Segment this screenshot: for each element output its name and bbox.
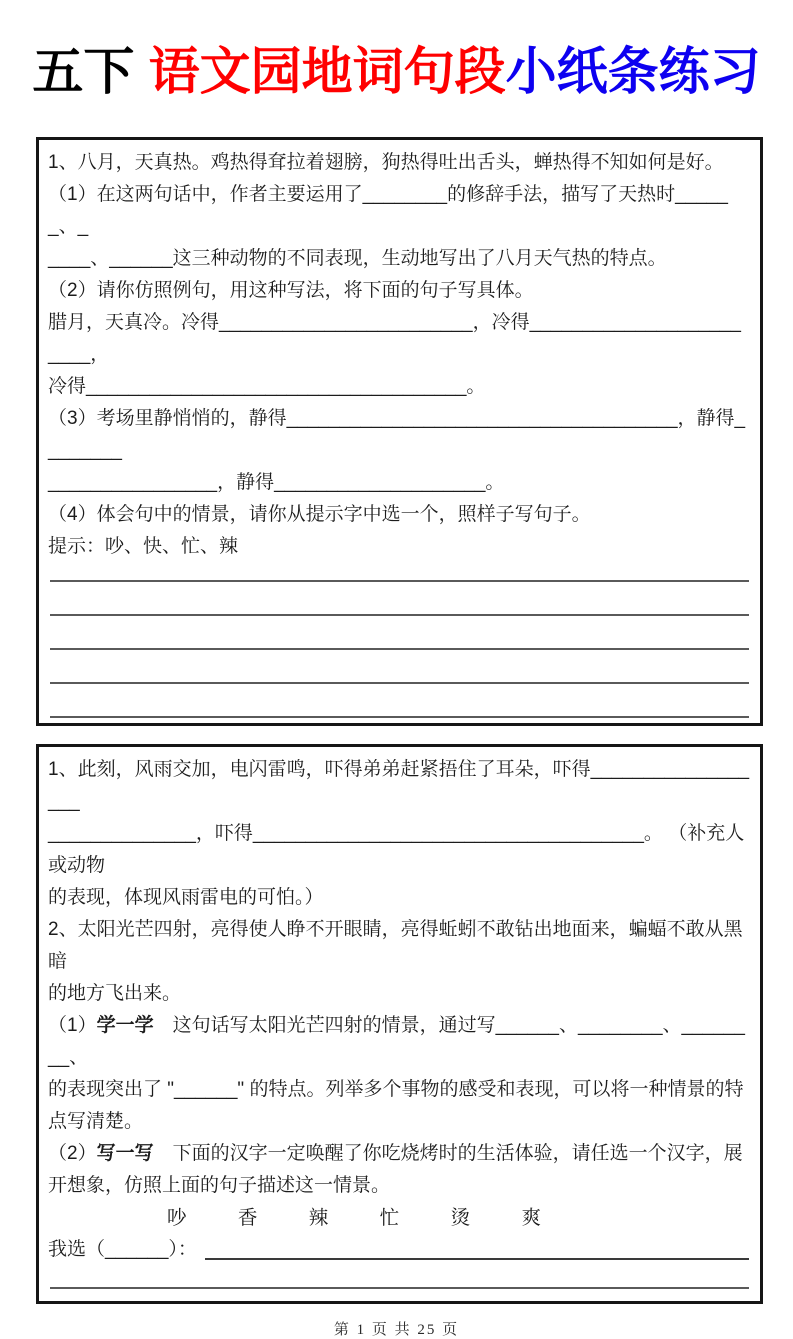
- box2-lines: [48, 754, 751, 1202]
- page-number: 第 1 页 共 25 页: [333, 1322, 460, 1338]
- hint-character: 香: [237, 1207, 258, 1229]
- box1-lines: [48, 147, 751, 563]
- text-line: （2）请你仿照例句，用这种写法，将下面的句子写具体。: [48, 280, 534, 301]
- choose-answer-line: [48, 1234, 751, 1266]
- title-grade-part: 五下: [32, 43, 149, 100]
- text-line: ____、______这三种动物的不同表现，生动地写出了八月天气热的特点。: [48, 248, 667, 269]
- text-line: [48, 1010, 751, 1074]
- text-segment: 这句话写太阳光芒四射的情景，通过写______、________、________、: [48, 1015, 745, 1068]
- text-segment: （2）: [48, 1143, 97, 1164]
- answer-ruled-line: [50, 684, 749, 718]
- title-topic-part: 语文园地词句段: [148, 43, 506, 100]
- hint-character: 辣: [308, 1207, 329, 1229]
- bold-term: 学一学: [96, 1015, 154, 1036]
- answer-ruled-line: [50, 563, 749, 582]
- text-line: （3）考场里静悄悄的，静得_____________________________________，静得________: [48, 408, 746, 461]
- box2-answer-lines: [48, 1266, 751, 1289]
- hint-character: 爽: [521, 1207, 541, 1229]
- text-line: 腊月，天真冷。冷得________________________，冷得________________________，: [48, 312, 741, 365]
- exercise-box-2: [36, 744, 763, 1304]
- answer-ruled-line: [50, 650, 749, 684]
- hint-characters-row: [167, 1202, 541, 1234]
- text-line: 的表现突出了 "______" 的特点。列举多个事物的感受和表现，可以将一种情景的特: [48, 1079, 744, 1100]
- text-line: 的表现，体现风雨雷电的可怕。）: [48, 887, 324, 908]
- text-line: （1）在这两句话中，作者主要运用了________的修辞手法，描写了天热时______、_: [48, 184, 728, 237]
- answer-ruled-line: [50, 1266, 749, 1289]
- page-title: [0, 0, 793, 106]
- text-line: 1、八月，天真热。鸡热得耷拉着翅膀，狗热得吐出舌头，蝉热得不知如何是好。: [48, 152, 724, 173]
- text-line: 点写清楚。: [48, 1111, 144, 1132]
- hint-character: 吵: [167, 1207, 187, 1229]
- text-segment: （1）: [48, 1015, 97, 1036]
- answer-blank-line: [205, 1258, 749, 1260]
- text-segment: 下面的汉字一定唤醒了你吃烧烤时的生活体验，请任选一个汉字，展: [153, 1143, 743, 1164]
- bold-term: 写一写: [96, 1143, 154, 1164]
- box1-answer-lines: [48, 563, 751, 718]
- choose-label: 我选（______）：: [48, 1239, 197, 1260]
- answer-ruled-line: [50, 582, 749, 616]
- text-line: 开想象，仿照上面的句子描述这一情景。: [48, 1175, 391, 1196]
- title-suffix-part: 小纸条练习: [505, 43, 761, 100]
- text-line: 冷得____________________________________。: [48, 376, 486, 397]
- text-line: ______________，吓得_____________________________________。 （补充人或动物: [48, 823, 745, 876]
- text-line: ________________，静得____________________。: [48, 472, 505, 493]
- answer-ruled-line: [50, 616, 749, 650]
- text-line: 1、此刻，风雨交加，电闪雷鸣，吓得弟弟赶紧捂住了耳朵，吓得__________________: [48, 759, 750, 812]
- exercise-box-1: [36, 137, 763, 726]
- text-line: （4）体会句中的情景，请你从提示字中选一个，照样子写句子。: [48, 504, 591, 525]
- hint-character: 烫: [450, 1207, 471, 1229]
- text-line: 提示：吵、快、忙、辣: [48, 536, 239, 557]
- text-line: 2、太阳光芒四射，亮得使人睁不开眼睛，亮得蚯蚓不敢钻出地面来，蝙蝠不敢从黑暗: [48, 919, 743, 972]
- hint-character: 忙: [379, 1207, 400, 1229]
- text-line: [48, 1138, 751, 1170]
- text-line: 的地方飞出来。: [48, 983, 182, 1004]
